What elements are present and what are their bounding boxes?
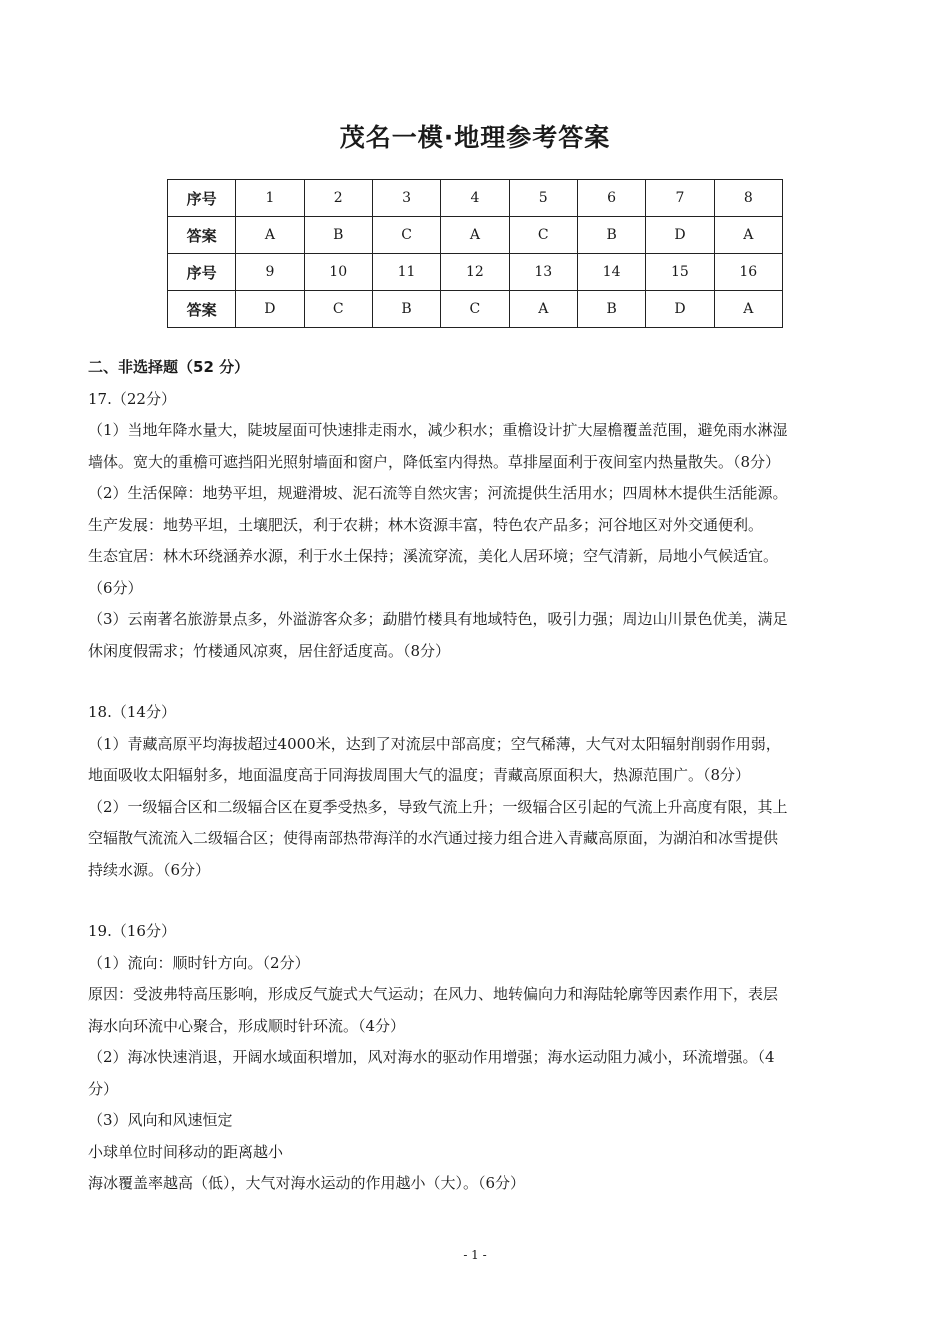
table-cell: C	[441, 291, 509, 328]
table-cell: C	[509, 217, 577, 254]
answer-table	[167, 179, 783, 328]
table-cell: 4	[441, 180, 509, 217]
table-cell: 5	[509, 180, 577, 217]
q19-line: 小球单位时间移动的距离越小	[88, 1142, 284, 1161]
q19-line: （2）海冰快速消退，开阔水域面积增加，风对海水的驱动作用增强；海水运动阻力减小，环流增强。（4	[88, 1048, 775, 1066]
q17-header: 17.（22分）	[88, 389, 176, 408]
table-cell: 6	[577, 180, 645, 217]
table-cell: 10	[304, 254, 372, 291]
table-row	[168, 180, 783, 217]
q18-line: （2）一级辐合区和二级辐合区在夏季受热多，导致气流上升；一级辐合区引起的气流上升高度有限，其上	[88, 797, 788, 816]
page-title: 茂名一模·地理参考答案	[339, 123, 611, 152]
q18-line: 持续水源。（6分）	[88, 860, 211, 879]
table-cell: A	[714, 291, 782, 328]
table-cell: D	[236, 291, 304, 328]
table-cell: A	[509, 291, 577, 328]
table-cell: B	[577, 291, 645, 328]
q17-line: （1）当地年降水量大，陡坡屋面可快速排走雨水，减少积水；重檐设计扩大屋檐覆盖范围，避免雨水淋湿	[88, 421, 788, 439]
table-cell: 13	[509, 254, 577, 291]
table-cell: B	[304, 217, 372, 254]
row-label: 答案	[168, 217, 236, 254]
table-cell: D	[646, 217, 714, 254]
q17-line: （3）云南著名旅游景点多，外溢游客众多；勐腊竹楼具有地域特色，吸引力强；周边山川景色优美，满足	[88, 610, 788, 628]
q19-line: 海冰覆盖率越高（低），大气对海水运动的作用越小（大）。（6分）	[88, 1174, 526, 1192]
q17-line: 墙体。宽大的重檐可遮挡阳光照射墙面和窗户，降低室内得热。草排屋面利于夜间室内热量散失。（8分）	[88, 452, 781, 471]
table-cell: D	[646, 291, 714, 328]
table-cell: 14	[577, 254, 645, 291]
table-cell: C	[304, 291, 372, 328]
q17-line: （6分）	[88, 578, 143, 597]
table-cell: 2	[304, 180, 372, 217]
page-number: - 1 -	[463, 1248, 487, 1262]
row-label: 序号	[168, 180, 236, 217]
q17-line: 生态宜居：林木环绕涵养水源，利于水土保持；溪流穿流，美化人居环境；空气清新，局地小气候适宜。	[88, 547, 779, 565]
answer-body	[88, 352, 868, 1200]
q17-line: （2）生活保障：地势平坦，规避滑坡、泥石流等自然灾害；河流提供生活用水；四周林木提供生活能源。	[88, 484, 788, 502]
table-cell: A	[714, 217, 782, 254]
section-title: 二、非选择题（52 分）	[88, 358, 250, 376]
table-row	[168, 254, 783, 291]
q19-line: 海水向环流中心聚合，形成顺时针环流。（4分）	[88, 1016, 406, 1035]
table-row	[168, 217, 783, 254]
table-cell: 11	[372, 254, 440, 291]
table-cell: 16	[714, 254, 782, 291]
q19-line: （1）流向：顺时针方向。（2分）	[88, 953, 310, 972]
q19-line: 分）	[88, 1079, 119, 1098]
table-cell: 7	[646, 180, 714, 217]
q18-line: （1）青藏高原平均海拔超过4000米，达到了对流层中部高度；空气稀薄，大气对太阳辐射削弱作用弱，	[88, 734, 781, 753]
table-cell: B	[372, 291, 440, 328]
q18-header: 18.（14分）	[88, 703, 176, 721]
q18-line: 空辐散气流流入二级辐合区；使得南部热带海洋的水汽通过接力组合进入青藏高原面，为湖泊和冰雪提供	[88, 829, 779, 847]
q18-line: 地面吸收太阳辐射多，地面温度高于同海拔周围大气的温度；青藏高原面积大，热源范围广。（8分）	[88, 766, 751, 784]
table-cell: 9	[236, 254, 304, 291]
q17-line: 休闲度假需求；竹楼通风凉爽，居住舒适度高。（8分）	[88, 641, 451, 660]
row-label: 序号	[168, 254, 236, 291]
table-cell: 3	[372, 180, 440, 217]
row-label: 答案	[168, 291, 236, 328]
table-cell: 8	[714, 180, 782, 217]
table-cell: C	[372, 217, 440, 254]
table-cell: A	[236, 217, 304, 254]
q19-header: 19.（16分）	[88, 922, 176, 940]
table-cell: 15	[646, 254, 714, 291]
table-cell: 12	[441, 254, 509, 291]
q19-line: 原因：受波弗特高压影响，形成反气旋式大气运动；在风力、地转偏向力和海陆轮廓等因素作用下，表层	[88, 985, 779, 1003]
table-cell: A	[441, 217, 509, 254]
table-row	[168, 291, 783, 328]
q17-line: 生产发展：地势平坦，土壤肥沃，利于农耕；林木资源丰富，特色农产品多；河谷地区对外交通便利。	[88, 515, 764, 534]
table-cell: 1	[236, 180, 304, 217]
q19-line: （3）风向和风速恒定	[88, 1111, 233, 1129]
table-cell: B	[577, 217, 645, 254]
